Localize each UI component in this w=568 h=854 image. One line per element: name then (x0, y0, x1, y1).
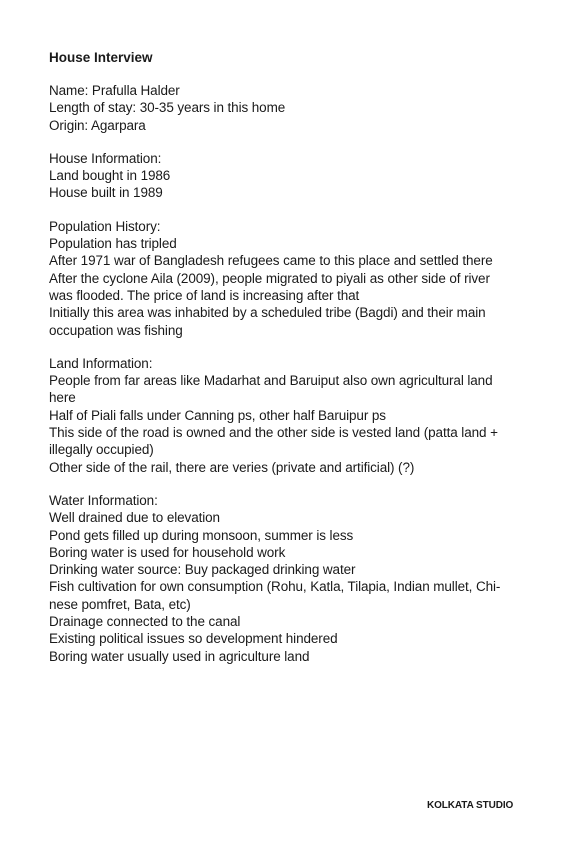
text-line: After the cyclone Aila (2009), people migrated to piyali as other side of river (49, 270, 490, 286)
section-heading: Land Information: (49, 355, 153, 371)
document-body (49, 49, 519, 681)
text-line: Well drained due to elevation (49, 510, 220, 526)
text-line: Half of Piali falls under Canning ps, other half Baruipur ps (49, 407, 386, 423)
footer-studio-label: KOLKATA STUDIO (427, 800, 514, 811)
section-land-information (49, 355, 519, 476)
section-heading: House Information: (49, 150, 162, 166)
section-heading: Water Information: (49, 492, 158, 508)
text-line: Boring water usually used in agriculture land (49, 648, 310, 664)
section-house-information (49, 150, 519, 202)
section-water-information (49, 492, 519, 665)
text-line: was flooded. The price of land is increasing after that (49, 287, 360, 303)
section-interviewee (49, 82, 519, 134)
text-line: After 1971 war of Bangladesh refugees came to this place and settled there (49, 253, 493, 269)
text-line: House built in 1989 (49, 185, 163, 201)
text-line: People from far areas like Madarhat and Baruiput also own agricultural land (49, 373, 493, 389)
text-line: nese pomfret, Bata, etc) (49, 596, 191, 612)
text-line: Fish cultivation for own consumption (Rohu, Katla, Tilapia, Indian mullet, Chi- (49, 579, 501, 595)
section-population-history (49, 218, 519, 339)
text-line: illegally occupied) (49, 442, 154, 458)
section-heading: Population History: (49, 218, 161, 234)
text-line: Drinking water source: Buy packaged drinking water (49, 562, 356, 578)
text-line: This side of the road is owned and the other side is vested land (patta land + (49, 425, 498, 441)
text-line: occupation was fishing (49, 322, 183, 338)
text-line: Pond gets filled up during monsoon, summer is less (49, 527, 354, 543)
document-title: House Interview (49, 50, 153, 65)
text-line: Population has tripled (49, 236, 177, 252)
text-line: Other side of the rail, there are veries (private and artificial) (?) (49, 459, 415, 475)
text-line: Length of stay: 30-35 years in this home (49, 100, 286, 116)
text-line: Drainage connected to the canal (49, 614, 241, 630)
text-line: Land bought in 1986 (49, 168, 171, 184)
text-line: Origin: Agarpara (49, 117, 146, 133)
text-line: Name: Prafulla Halder (49, 83, 180, 98)
text-line: Existing political issues so development hindered (49, 631, 338, 647)
text-line: Initially this area was inhabited by a scheduled tribe (Bagdi) and their main (49, 305, 486, 321)
text-line: Boring water is used for household work (49, 544, 286, 560)
text-line: here (49, 390, 76, 406)
